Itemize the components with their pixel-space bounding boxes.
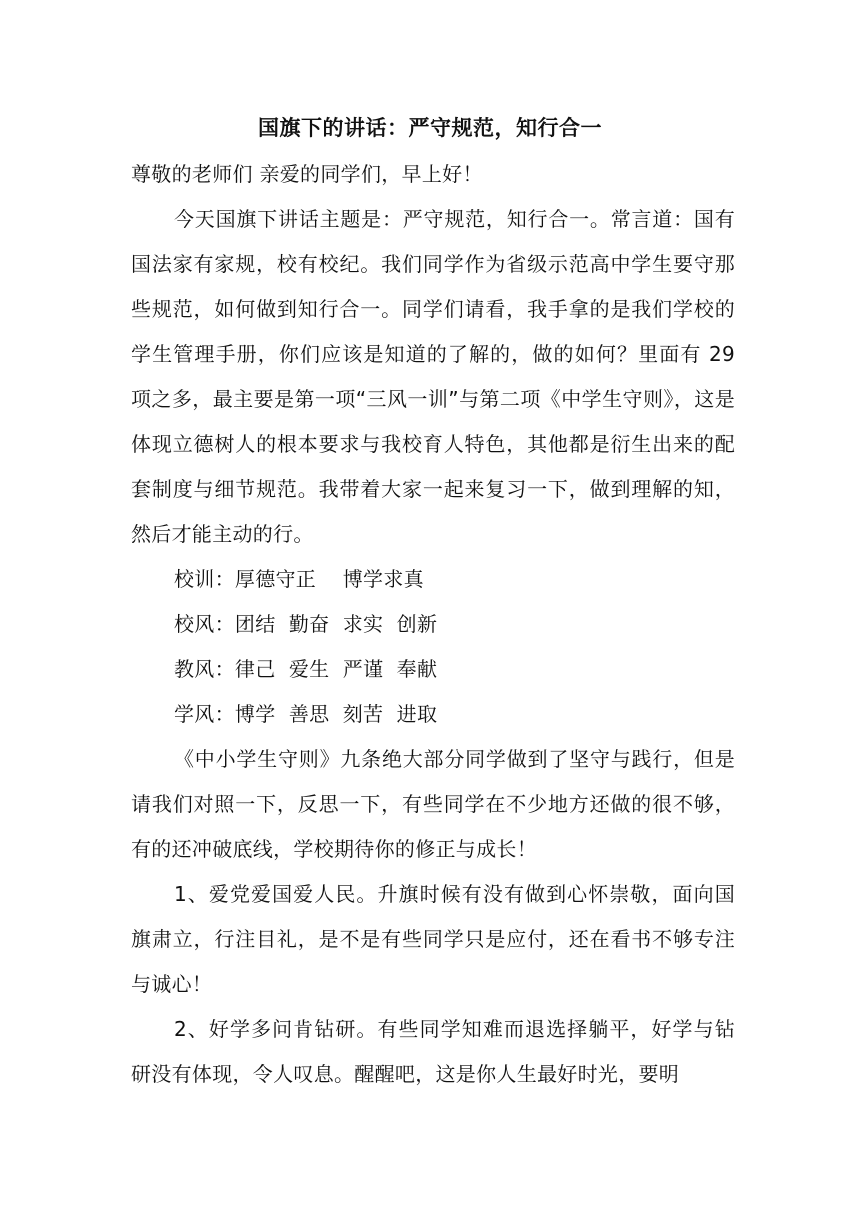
document-title: 国旗下的讲话：严守规范，知行合一 [258, 116, 602, 140]
school-spirit-line: 校风：团结 勤奋 求实 创新 [174, 612, 438, 636]
document-body [131, 152, 735, 1097]
teaching-style-line: 教风：律己 爱生 严谨 奉献 [174, 657, 438, 681]
study-style-line: 学风：博学 善思 刻苦 进取 [174, 702, 438, 726]
rule-2-paragraph: 2、好学多问肯钻研。有些同学知难而退选择躺平，好学与钻研没有体现，令人叹息。醒醒吧，这是你人生最好时光，要明 [131, 1017, 735, 1086]
intro-paragraph: 今天国旗下讲话主题是：严守规范，知行合一。常言道：国有国法家有家规，校有校纪。我们同学作为省级示范高中学生要守那些规范，如何做到知行合一。同学们请看，我手拿的是我们学校的学生管理手册，你们应该是知道的了解的，做的如何？里面有 29 项之多，最主要是第一项“三风一训”与第二项《中学生守则》，这是体现立德树人的根本要求与我校育人特色，其他都是衍生出来的配套制度与细节规范。我带着大家一起来复习一下，做到理解的知，然后才能主动的行。 [131, 207, 735, 546]
code-of-conduct-paragraph: 《中小学生守则》九条绝大部分同学做到了坚守与践行，但是请我们对照一下，反思一下，有些同学在不少地方还做的很不够，有的还冲破底线，学校期待你的修正与成长！ [131, 747, 735, 861]
greeting-paragraph: 尊敬的老师们 亲爱的同学们，早上好！ [131, 162, 483, 186]
rule-1-paragraph: 1、爱党爱国爱人民。升旗时候有没有做到心怀崇敬，面向国旗肃立，行注目礼，是不是有些同学只是应付，还在看书不够专注与诚心！ [131, 882, 735, 996]
school-motto-line: 校训：厚德守正 博学求真 [174, 567, 424, 591]
